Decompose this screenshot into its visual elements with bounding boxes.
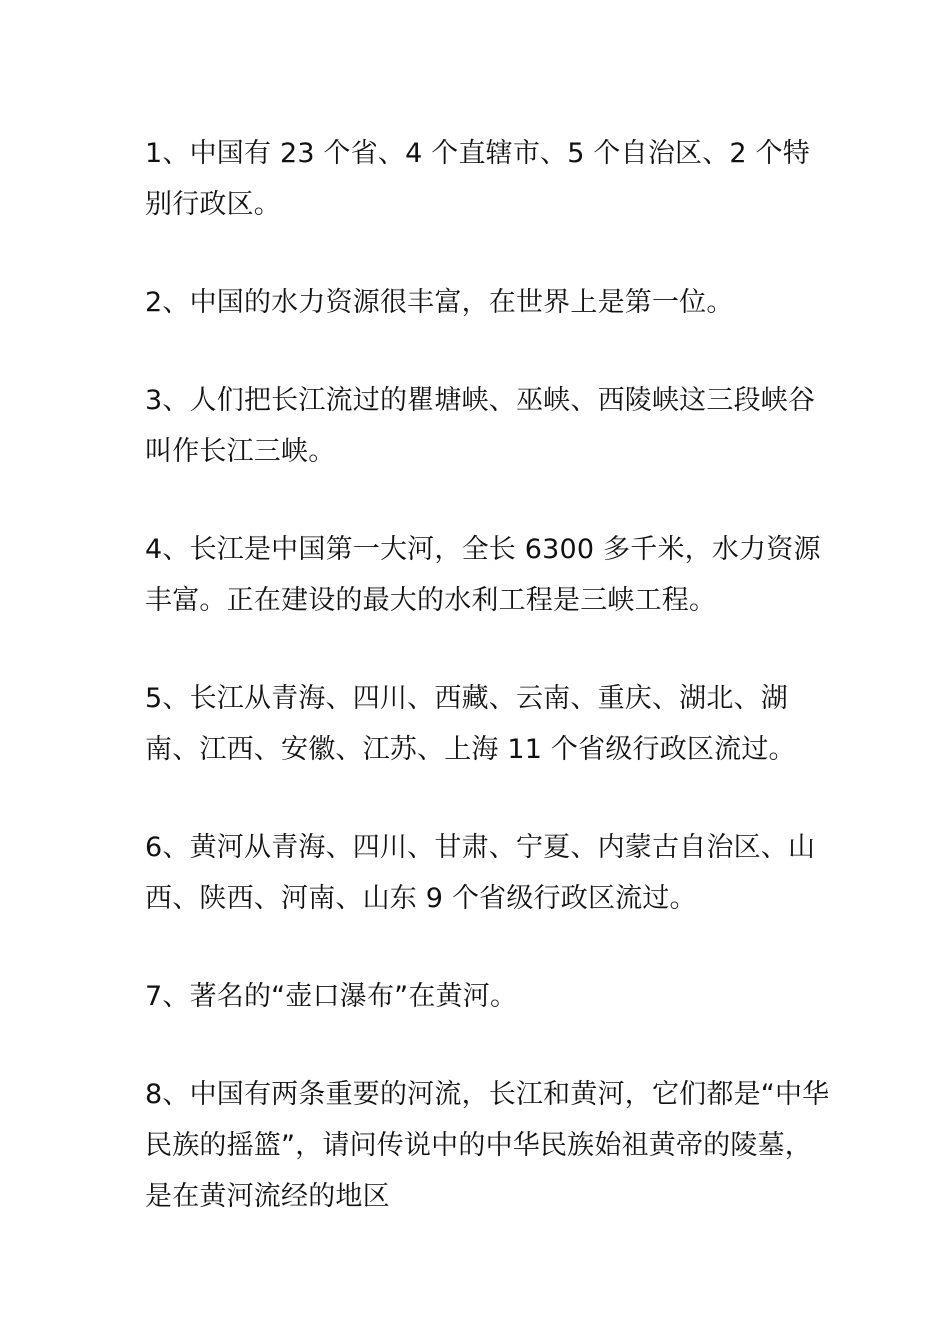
paragraph-3: 3、人们把长江流过的瞿塘峡、巫峡、西陵峡这三段峡谷叫作长江三峡。 (145, 385, 816, 467)
paragraph-8: 8、中国有两条重要的河流，长江和黄河，它们都是“中华民族的摇篮”，请问传说中的中华民族始祖黄帝的陵墓，是在黄河流经的地区 (145, 1079, 830, 1212)
paragraph-6: 6、黄河从青海、四川、甘肃、宁夏、内蒙古自治区、山西、陕西、河南、山东 9 个省级行政区流过。 (145, 832, 816, 914)
paragraph-1: 1、中国有 23 个省、4 个直辖市、5 个自治区、2 个特别行政区。 (145, 138, 810, 220)
paragraph-5: 5、长江从青海、四川、西藏、云南、重庆、湖北、湖南、江西、安徽、江苏、上海 11 个省级行政区流过。 (145, 683, 796, 765)
paragraph-7: 7、著名的“壶口瀑布”在黄河。 (145, 981, 518, 1012)
paragraph-4: 4、长江是中国第一大河，全长 6300 多千米，水力资源丰富。正在建设的最大的水利工程是三峡工程。 (145, 534, 821, 616)
paragraph-2: 2、中国的水力资源很丰富，在世界上是第一位。 (145, 287, 734, 318)
